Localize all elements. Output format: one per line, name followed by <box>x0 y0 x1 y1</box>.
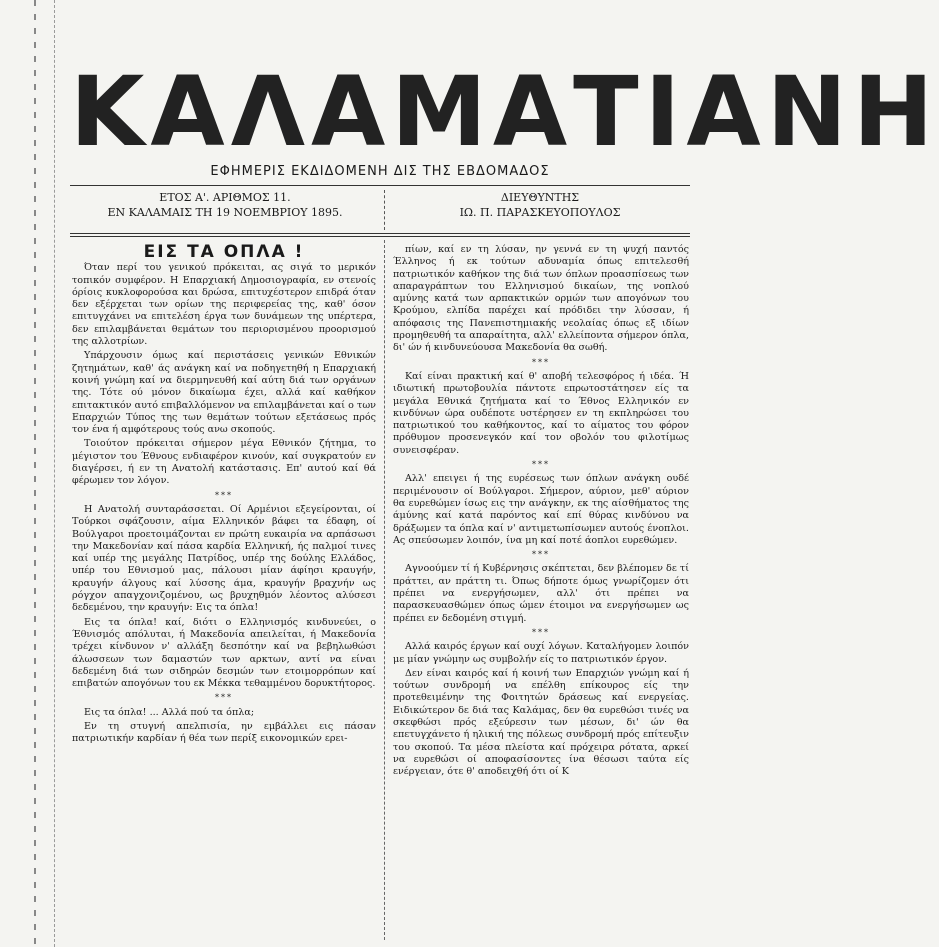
section-separator: *** <box>532 357 550 367</box>
article-paragraph: Καί είναι πρακτική καί θ' αποβή τελεσφόρος ή ιδέα. Ή ιδιωτική πρωτοβουλία πάντοτε επρωτοστάτησεν είς τα μεγάλα Εθνικά ζητήματα καί το Έθνος Ελληνικόν εν κινδύνων ώρα ουδέποτε υστέρησεν εν τη εκπληρώσει του πατριωτικού του καθήκοντος, καί το αίματος του φόρον πρόθυμον προσενεγκόν καί τον οβολόν του φιλοτίμως συνεισφέραν. <box>393 370 689 456</box>
masthead-rule-bottom <box>70 233 690 234</box>
article-column-right <box>393 244 689 944</box>
section-separator: *** <box>532 460 550 470</box>
article-paragraph: Η Ανατολή συνταράσσεται. Οί Αρμένιοι εξεγείρονται, οί Τούρκοι σφάζουσιν, αίμα Ελληνικόν βάφει τα έδαφη, οί Βούλγαροι προετοιμάζονται εν πρώτη ευκαιρία να αρπάσωσι την Μακεδονίαν καί πάσα καρδία Ελληνική, ής παλμοί τινες καί υπέρ της μεγάλης Πατρίδος, υπέρ της δούλης Ελλάδος, υπέρ του Εθνισμού μας, πάλουσι μίαν άφίησι κραυγήν, κραυγήν άλγους καί λύσσης άμα, κραυγήν βραχνήν ως ρόγχον απαγχονιζομένου, ως βρυχηθμόν λέοντος αλύσεσι δεδεμένου, την κραυγήν: Εις τα όπλα! <box>72 503 376 614</box>
column-divider <box>384 240 385 940</box>
binding-spine <box>24 0 55 947</box>
article-paragraph: Εν τη στυγνή απελπισία, ην εμβάλλει εις πάσαν πατριωτικήν καρδίαν ή θέα των περίξ εικονομικών ερει- <box>72 720 376 745</box>
article-headline: ΕΙΣ ΤΑ ΟΠΛΑ ! <box>143 242 305 262</box>
section-separator: *** <box>532 550 550 560</box>
article-paragraph: Αλλ' επειγει ή της ευρέσεως των όπλων ανάγκη ουδέ περιμένουσιν οί Βούλγαροι. Σήμερον, αύριον, μεθ' αύριον θα ευρεθώμεν ίσως εις την ανάγκην, εκ της αίσθήματος της άμύνης καί κατά παρόντος καί επί θύρας κινδύνου να δράξωμεν τα όπλα καί ν' αντιμετωπίσωμεν αυτούς ένοπλοι. Ας σπεύσωμεν λοιπόν, ίνα μη καί ποτέ άοπλοι ευρεθώμεν. <box>393 473 689 546</box>
masthead-rule-bottom-double <box>70 236 690 237</box>
director-name: ΙΩ. Π. ΠΑΡΑΣΚΕΥΟΠΟΥΛΟΣ <box>459 206 621 219</box>
article-paragraph: Δεν είναι καιρός καί ή κοινή των Επαρχιών γνώμη καί ή τούτων συνδρομή να επέλθη επίκουρος είς την προτεθειμένην της Φοιτητών δράσεως καί ενεργείας. Ειδικώτερον δε διά τας Καλάμας, δεν θα ευρεθώσι τινές να σκεφθώσι πρός εξεύρεσιν των μέσων, δι' ών θα επετυγχάνετο ή ηλικιή της πόλεως συνδρομή πρός επίτευξιν του σκοπού. Τα μέσα πλείστα καί πρόχειρα ρότατα, αρκεί να ευρεθώσι οί αποφασίσοντες ίνα θέσωσι ταύτα είς ενέργειαν, ότε θ' αποδειχθή ότι οί Κ <box>393 667 689 778</box>
article-paragraph: Εις τα όπλα! ... Αλλά πού τα όπλα; <box>84 706 255 718</box>
section-separator: *** <box>532 627 550 637</box>
info-divider <box>384 190 385 230</box>
article-paragraph: Τοιούτον πρόκειται σήμερον μέγα Εθνικόν ζήτημα, το μέγιστον του Έθνους ενδιαφέρον κινούν, καί συγκρατούν εν διαγέρσει, ή εν τη Ανατολή κατάστασις. Επ' αυτού καί θά φέρωμεν τον λόγον. <box>72 438 376 487</box>
article-paragraph: Υπάρχουσιν όμως καί περιστάσεις γενικών Εθνικών ζητημάτων, καθ' άς ανάγκη καί να ποδηγετηθή η Επαρχιακή κοινή γνώμη καί να διερμηνευθή καί αύτη διά των οργάνων της. Τότε ού μόνον δικαίωμα έχει, αλλά καί καθήκον επιτακτικόν αυτό επιβαλλόμενον να επιλαμβάνεται καί ο των Επαρχιών Τύπος της των θεμάτων τούτων εξετάσεως πρός τον ένα ή αμφότερους τούς ανω σκοπούς. <box>72 350 376 436</box>
article-paragraph: Αλλά καιρός έργων καί ουχί λόγων. Καταλήγομεν λοιπόν με μίαν γνώμην ως συμβολήν είς το πατριωτικόν έργον. <box>393 641 689 665</box>
section-separator: *** <box>215 693 233 703</box>
masthead-rule-top <box>70 185 690 186</box>
article-column-left <box>72 244 376 944</box>
masthead-subtitle: ΕΦΗΜΕΡΙΣ ΕΚΔΙΔΟΜΕΝΗ ΔΙΣ ΤΗΣ ΕΒΔΟΜΑΔΟΣ <box>210 164 550 179</box>
issue-line: ΕΤΟΣ Α'. ΑΡΙΘΜΟΣ 11. <box>159 191 291 204</box>
article-paragraph: Όταν περί του γενικού πρόκειται, ας σιγά το μερικόν τοπικόν συμφέρον. Η Επαρχιακή Δημοσιογραφία, εν στενοίς όρίοις κυκλοφορούσα και δρώσα, επιτυχέστερον επιδρά όταν δεν εξέρχεται των ορίων της περιφερείας της, καθ' όσον επιτυγχάνει να επιτελέση έργα των δυνάμεων της υπέρτερα, δεν επιλαμβάνεται θεμάτων του περιορισμένου προορισμού της αλλοτρίων. <box>72 262 376 348</box>
director-label: ΔΙΕΥΘΥΝΤΗΣ <box>500 191 580 204</box>
article-paragraph: πίων, καί εν τη λύσαν, ην γεννά εν τη ψυχή παντός Έλληνος ή εκ τούτων αδυναμία όπως επιτελεσθή πατριωτικόν καθήκον της διά των όπλων προασπίσεως των απαραγράπτων του Ελληνισμού δικαίων, της νοπλού αμύνης κατά των αρπακτικών ορμών των απογόνων του Κρούμου, ελπίδα παρέχει καί πρόδιδει την λύσσαν, ή απόφασις της Πανεπιστημιακής νεολαίας όπως εξ ιδίων προμηθευθή τα απαραίτητα, αλλ' ελλείποντα σήμερον όπλα, δι' ών ή κινδυνεύουσα Μακεδονία θα σωθή. <box>393 244 689 354</box>
section-separator: *** <box>215 490 233 500</box>
masthead-title: ΚΑΛΑΜΑΤΙΑΝΗ <box>70 56 939 168</box>
director-info <box>390 190 690 220</box>
issue-info <box>70 190 380 220</box>
article-paragraph: Αγνοούμεν τί ή Κυβέρνησις σκέπτεται, δεν βλέπομεν δε τί πράττει, αν πράττη τι. Όπως δήποτε όμως γνωρίζομεν ότι πρέπει να ενεργήσωμεν, αλλ' ότι πρέπει να παρασκευασθώμεν όπως ώμεν έτοιμοι να ενεργήσωμεν ως πρέπει εν δεδομένη στιγμή. <box>393 563 689 624</box>
date-line: ΕΝ ΚΑΛΑΜΑΙΣ ΤΗ 19 ΝΟΕΜΒΡΙΟΥ 1895. <box>107 206 343 219</box>
article-paragraph: Εις τα όπλα! καί, διότι ο Ελληνισμός κινδυνεύει, ο Έθνισμός απόλυται, ή Μακεδονία απειλείται, ή Μακεδονία τρέχει κίνδυνον ν' αλλάξη δεσπότην καί να βεβηλωθώσι άλωσσεων των δαμαστών των αρκτων, αντί να είναι δεδεμένη διά των σιδηρών δεσμών των ετοιμορρόπων καί επιβατών απογόνων του εκ Μέκκα τεθαμμένου δορυκτήτορος. <box>72 616 376 690</box>
